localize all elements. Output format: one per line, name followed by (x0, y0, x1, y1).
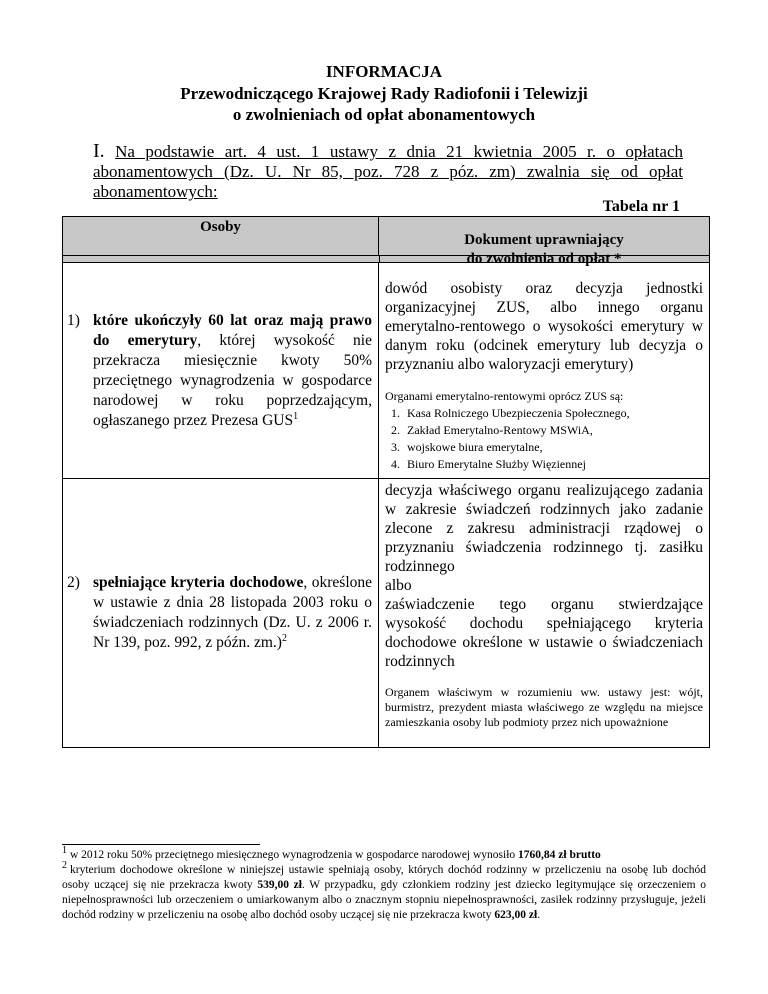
row1-number: 1) (67, 311, 80, 329)
footnote-2-amount-a: 539,00 zł (257, 879, 302, 891)
list-item: 2. Zakład Emerytalno-Rentowy MSWiA, (403, 422, 703, 439)
footnote-2 (62, 860, 706, 923)
document-subtitle: Przewodniczącego Krajowej Rady Radiofonii i Telewizji (180, 84, 588, 103)
list-item: 3. wojskowe biura emerytalne, (403, 439, 703, 456)
row2-bold-text: spełniające kryteria dochodowe (93, 574, 304, 591)
footnote-1-mark: 1 (62, 845, 67, 857)
row1-text: , której wysokość nie przekracza miesięcznie kwoty 50% przeciętnego wynagrodzenia w gospodarce narodowej w roku poprzedzającym, ogłaszanego przez Prezesa GUS (93, 331, 372, 429)
footnote-2-amount-b: 623,00 zł (494, 909, 538, 921)
list-item: 1. Kasa Rolniczego Ubezpieczenia Społecznego, (403, 405, 703, 422)
column-header-document-line1: Dokument uprawniający (464, 232, 624, 248)
row1-footnote-ref: 1 (293, 410, 299, 422)
table-header (63, 217, 709, 267)
footnote-2-text-a: kryterium dochodowe określone w niniejszej ustawie spełniają osoby, których dochód rodzinny w przeliczeniu na osobę lub dochód osoby uczącej się nie przekracza kwoty (62, 864, 706, 891)
row1-document-text: dowód osobisty oraz decyzja jednostki organizacyjnej ZUS, albo innego organu emerytalno-rentowego o wysokości emerytury w danym roku (odcinek emerytury lub decyzja o przyznaniu albo waloryzacji emerytury) (385, 280, 703, 373)
row2-document-part2: zaświadczenie tego organu stwierdzające wysokość dochodu spełniającego kryteria dochodowe określone w ustawie o świadczeniach rodzinnych (385, 596, 703, 670)
column-header-document-line2: do zwolnienia od opłat * (466, 251, 622, 267)
row2-document-cell (379, 479, 709, 747)
document-subtitle-2: o zwolnieniach od opłat abonamentowych (232, 105, 536, 124)
row2-number: 2) (67, 574, 80, 591)
footnote-1-text: w 2012 roku 50% przeciętnego miesięcznego wynagrodzenia w gospodarce narodowej wynosiło (70, 849, 519, 861)
table-row (63, 478, 709, 747)
intro-paragraph (93, 141, 683, 202)
row2-note: Organem właściwym w rozumieniu ww. ustawy jest: wójt, burmistrz, prezydent miasta właściwego ze względu na miejsce zamieszkania osoby lub podmioty przez nich upoważnione (385, 685, 703, 729)
row2-document-part1: decyzja właściwego organu realizującego zadania w zakresie świadczeń rodzinnych jako zadanie zlecone z zakresu administracji rządowej o przyznaniu świadczenia rodzinnego tj. zasiłku rodzinnego (385, 482, 703, 575)
row1-note (385, 388, 703, 473)
table-row (63, 262, 709, 478)
list-item: 4. Biuro Emerytalne Służby Więziennej (403, 456, 703, 473)
footnote-separator (62, 844, 260, 845)
row1-document-cell (379, 263, 709, 478)
row1-bold-text: które ukończyły 60 lat oraz mają prawo do emerytury (93, 311, 372, 349)
row2-footnote-ref: 2 (281, 632, 287, 644)
section-numeral: I. (93, 140, 105, 162)
row1-persons-cell (63, 263, 379, 478)
intro-text: Na podstawie art. 4 ust. 1 ustawy z dnia 21 kwietnia 2005 r. o opłatach abonamentowych (Dz. U. Nr 85, poz. 728 z póz. zm) zwalnia się od opłat abonamentowych: (93, 142, 683, 201)
footnote-2-text-b: . W przypadku, gdy członkiem rodziny jest dziecko legitymujące się orzeczeniem o niepełnosprawności lub orzeczeniem o umiarkowanym albo o znacznym stopniu niepełnosprawności, zasiłek rodzinny przysługuje, jeżeli dochód rodziny w przeliczeniu na osobę albo dochód osoby uczącej się nie przekracza kwoty (62, 879, 706, 921)
column-header-persons: Osoby (63, 217, 379, 255)
row1-persons-text (93, 311, 372, 431)
document-title: INFORMACJA (325, 62, 443, 81)
row2-document-albo: albo (385, 577, 412, 594)
column-header-document (379, 217, 709, 267)
footnote-2-mark: 2 (62, 860, 67, 872)
row2-text: , określone w ustawie z dnia 28 listopada 2003 roku o świadczeniach rodzinnych (Dz. U. z 2006 r. Nr 139, poz. 992, z późn. zm.) (93, 574, 372, 651)
row1-note-intro: Organami emerytalno-rentowymi oprócz ZUS są: (385, 389, 624, 403)
footnote-1-amount: 1760,84 zł brutto (518, 849, 601, 861)
row1-note-list (385, 405, 703, 473)
table-caption: Tabela nr 1 (602, 198, 680, 215)
row2-persons-text (93, 573, 372, 653)
exemptions-table (62, 216, 710, 748)
row2-persons-cell (63, 479, 379, 747)
footnote-1 (62, 845, 706, 863)
footnote-2-end: . (537, 909, 541, 921)
